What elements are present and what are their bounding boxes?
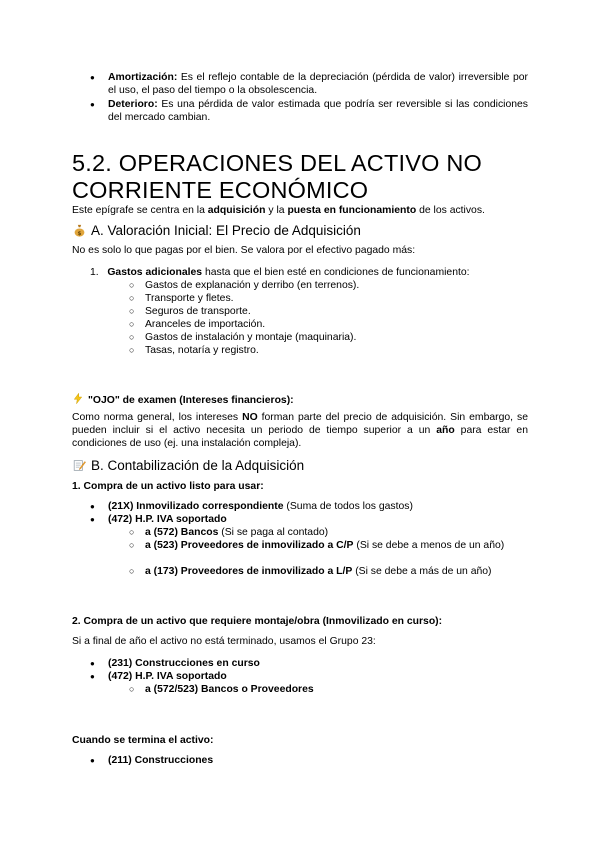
- sub2-paragraph: Si a final de año el activo no está terminado, usamos el Grupo 23:: [72, 636, 376, 647]
- memo-icon: [72, 459, 87, 472]
- list-item: ● (231) Construcciones en curso: [90, 657, 528, 670]
- money-bag-icon: [72, 224, 87, 237]
- list-item: ○ a (173) Proveedores de inmovilizado a L/P (Si se debe a más de un año): [129, 565, 528, 578]
- heading-valoracion-inicial: $ A. Valoración Inicial: El Precio de Adquisición: [72, 222, 528, 239]
- sub2-heading: 2. Compra de un activo que requiere montaje/obra (Inmovilizado en curso):: [72, 616, 443, 627]
- ojo-paragraph: Como norma general, los intereses NO forman parte del precio de adquisición. Sin embargo, se pueden incluir si el activo necesita un periodo de tiempo superior a un año para estar en condiciones de uso (ej. una instalación compleja).: [72, 412, 528, 449]
- sub1-heading: 1. Compra de un activo listo para usar:: [72, 481, 264, 492]
- list-item: ● (21X) Inmovilizado correspondiente (Suma de todos los gastos): [90, 500, 528, 513]
- bullet-deterioro: ● Deterioro: Es una pérdida de valor estimada que podría ser reversible si las condiciones del mercado cambian.: [90, 98, 528, 124]
- list-item: ○ a (523) Proveedores de inmovilizado a C/P (Si se debe a menos de un año): [129, 539, 528, 552]
- list-item: ○ Seguros de transporte.: [129, 305, 528, 318]
- sub3-heading: Cuando se termina el activo:: [72, 735, 214, 746]
- list-item: ● (472) H.P. IVA soportado: [90, 670, 528, 683]
- svg-text:$: $: [77, 230, 82, 237]
- section-title-line2: CORRIENTE ECONÓMICO: [72, 177, 369, 203]
- section-title-line1: 5.2. OPERACIONES DEL ACTIVO NO: [72, 150, 482, 176]
- list-item: ● (472) H.P. IVA soportado: [90, 513, 528, 526]
- heading-contabilizacion: B. Contabilización de la Adquisición: [72, 457, 528, 474]
- section-intro: Este epígrafe se centra en la adquisición y la puesta en funcionamiento de los activos.: [72, 205, 485, 216]
- list-item: ○ a (572) Bancos (Si se paga al contado): [129, 526, 528, 539]
- list-item: ○ Aranceles de importación.: [129, 318, 528, 331]
- list-item: ○ Gastos de explanación y derribo (en terrenos).: [129, 279, 528, 292]
- list-item: ○ a (572/523) Bancos o Proveedores: [129, 683, 528, 696]
- lightning-icon: [72, 392, 84, 405]
- bullet-amortizacion: ● Amortización: Es el reflejo contable de la depreciación (pérdida de valor) irreversible por el uso, el paso del tiempo o la obsolescencia.: [90, 71, 528, 97]
- section-title: [72, 150, 528, 204]
- list-item: ○ Transporte y fletes.: [129, 292, 528, 305]
- list-item: ○ Tasas, notaría y registro.: [129, 344, 528, 357]
- ojo-heading: "OJO" de examen (Intereses financieros):: [72, 392, 528, 407]
- numbered-item-gastos: 1. Gastos adicionales hasta que el bien esté en condiciones de funcionamiento:: [90, 267, 470, 278]
- list-item: ○ Gastos de instalación y montaje (maquinaria).: [129, 331, 528, 344]
- valoracion-paragraph: No es solo lo que pagas por el bien. Se valora por el efectivo pagado más:: [72, 245, 416, 256]
- list-item: ● (211) Construcciones: [90, 754, 528, 767]
